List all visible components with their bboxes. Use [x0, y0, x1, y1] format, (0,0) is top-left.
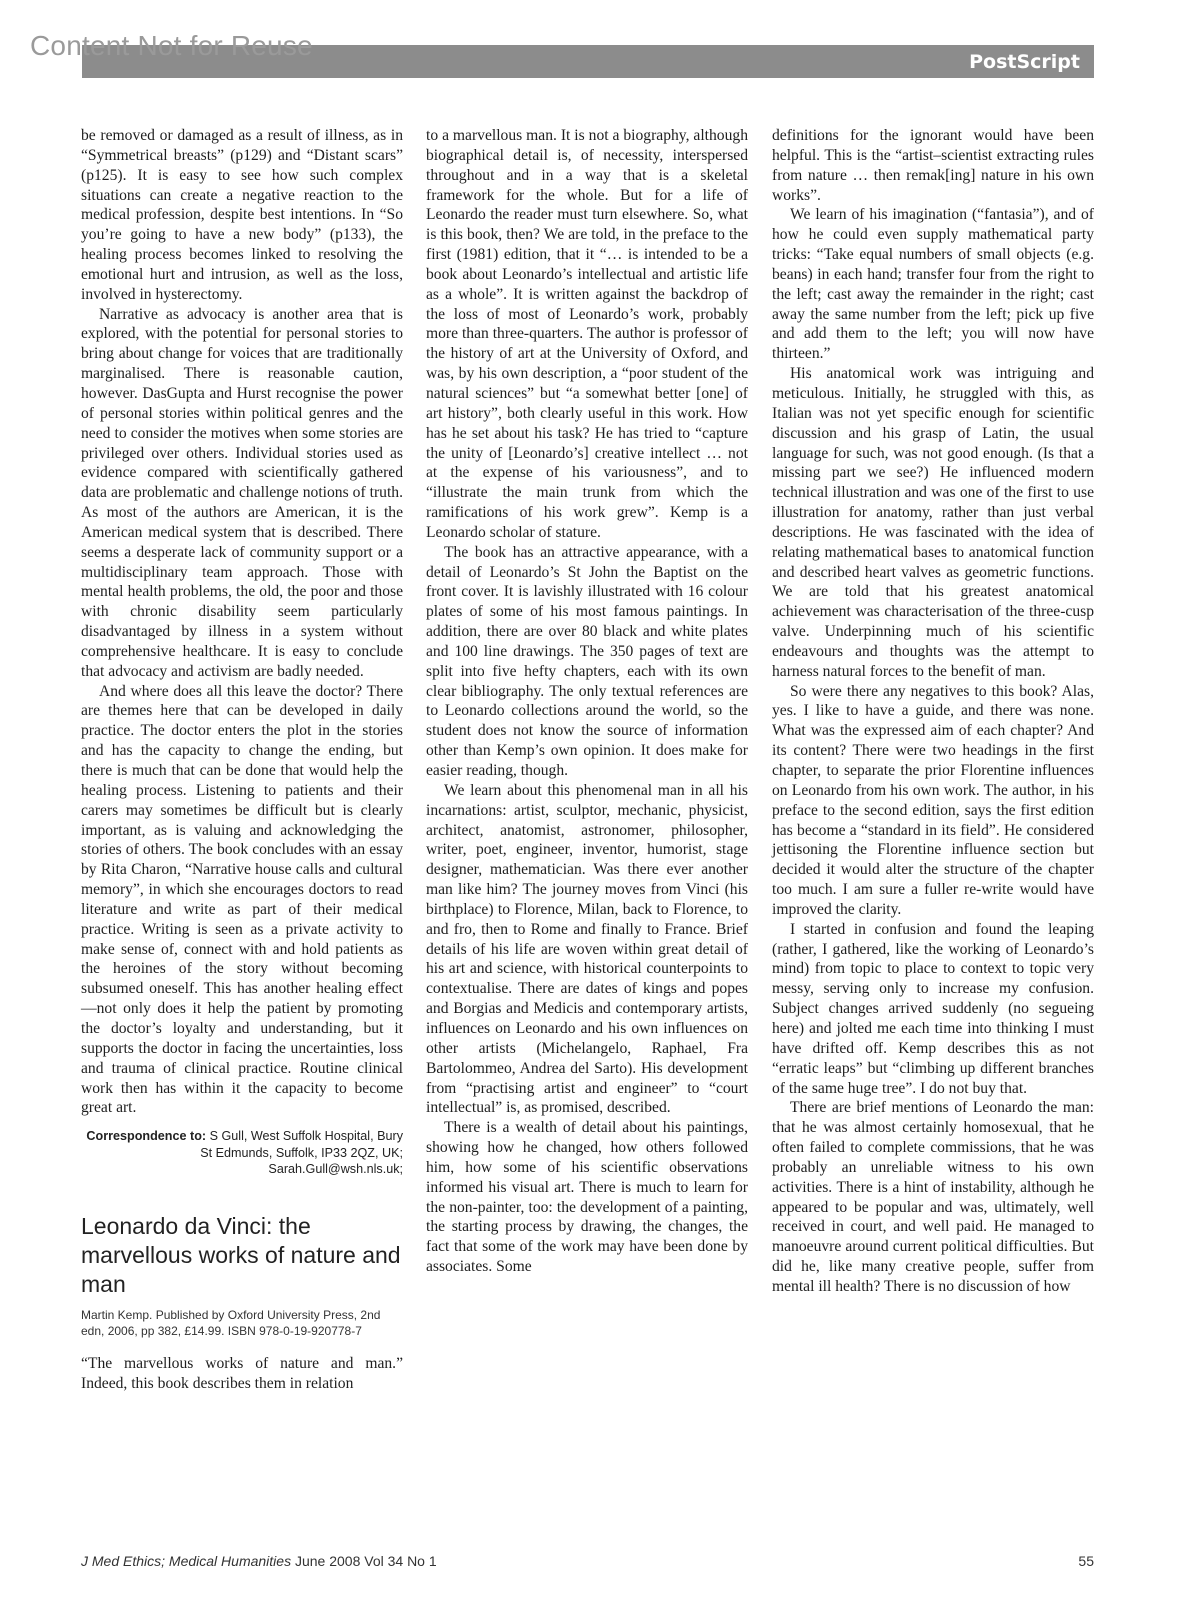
paragraph: “The marvellous works of nature and man.” Indeed, this book describes them in relation: [81, 1354, 403, 1392]
paragraph: to a marvellous man. It is not a biography, although biographical detail is, of necessity, interspersed throughout and in a way that is a skeletal framework for the whole. But for a life of Leonardo the reader must turn elsewhere. So, what is this book, then? We are told, in the preface to the first (1981) edition, that it “… is intended to be a book about Leonardo’s intellectual and artistic life as a whole”. It is written against the backdrop of the loss of most of Leonardo’s work, probably more than three-quarters. The author is professor of the history of art at the University of Oxford, and was, by his own description, a “poor student of the natural sciences” but “a somewhat better [one] of art history”, both clearly useful in this work. How has he set about his task? He has tried to “capture the unity of [Leonardo’s] creative intellect … not at the expense of his variousness”, and to “illustrate the main trunk from which the ramifications of his work grew”. Kemp is a Leonardo scholar of stature.: [426, 127, 748, 541]
correspondence: [81, 1128, 403, 1178]
review-title: Leonardo da Vinci: the marvellous works of nature and man: [81, 1212, 401, 1297]
paragraph: There are brief mentions of Leonardo the man: that he was almost certainly homosexual, that he often failed to complete commissions, that he was probably an unreliable witness to his own activities. There is a hint of instability, although he appeared to be popular and was, ultimately, well received in court, and well paid. He managed to manoeuvre around current political difficulties. But did he, like many creative people, suffer from mental ill health? There is no discussion of how: [772, 1099, 1094, 1295]
footer-journal: [81, 1553, 437, 1569]
book-citation: Martin Kemp. Published by Oxford University Press, 2nd edn, 2006, pp 382, £14.99. ISBN 978-0-19-920778-7: [81, 1307, 381, 1339]
paragraph: His anatomical work was intriguing and meticulous. Initially, he struggled with this, as Italian was not yet specific enough for scientific discussion and his grasp of Latin, the usual language for such, was not good enough. (Is that a missing part we see?) He influenced modern technical illustration and was one of the first to use illustration for anatomy, rather than just verbal descriptions. He was fascinated with the idea of relating mathematical bases to anatomical function and described heart valves as geometric functions. We are told that his greatest anatomical achievement was characterisation of the three-cusp valve. Underpinning much of his scientific endeavours and thoughts was the attempt to harness natural forces to the benefit of man.: [772, 365, 1094, 680]
paragraph: We learn of his imagination (“fantasia”), and of how he could even supply mathematical party tricks: “Take equal numbers of small objects (e.g. beans) in each hand; transfer four from the right to the left; cast away the remainder in the right; cast away the same number from the left; pick up five and add them to the left; you will now have thirteen.”: [772, 206, 1094, 363]
column-1: [81, 126, 403, 1393]
paragraph: And where does all this leave the doctor? There are themes here that can be developed in daily practice. The doctor enters the plot in the stories and has the capacity to change the ending, but there is much that can be done that would help the healing process. Listening to patients and their carers may sometimes be difficult but is clearly important, as is valuing and acknowledging the stories of others. The book concludes with an essay by Rita Charon, “Narrative house calls and cultural memory”, in which she encourages doctors to read literature and write as part of their medical practice. Writing is seen as a private activity to make sense of, connect with and hold patients as the heroines of the story without becoming subsumed oneself. This has another healing effect—not only does it help the patient by promoting the doctor’s loyalty and understanding, but it supports the doctor in facing the uncertainties, loss and trauma of clinical practice. Routine clinical work then has within it the capacity to become great art.: [81, 682, 403, 1117]
watermark: Content Not for Reuse: [30, 30, 313, 61]
journal-name: J Med Ethics; Medical Humanities: [81, 1553, 292, 1569]
paragraph: There is a wealth of detail about his paintings, showing how he changed, how others followed him, how some of his scientific observations informed his visual art. There is much to learn for the non-painter, too: the development of a painting, the starting process by drawing, the changes, the fact that some of the work may have been done by associates. Some: [426, 1119, 748, 1276]
page-number: 55: [1078, 1553, 1094, 1569]
column-3: [772, 126, 1094, 1297]
journal-issue: June 2008 Vol 34 No 1: [294, 1553, 437, 1569]
paragraph: be removed or damaged as a result of illness, as in “Symmetrical breasts” (p129) and “Distant scars” (p125). It is easy to see how such complex situations can create a negative reaction to the medical profession, despite best intentions. In “So you’re going to have a new body” (p133), the healing process becomes linked to resolving the emotional hurt and intrusion, as well as the loss, involved in hysterectomy.: [81, 127, 403, 303]
correspondence-text: S Gull, West Suffolk Hospital, Bury St Edmunds, Suffolk, IP33 2QZ, UK; Sarah.Gull@wsh.nls.uk;: [200, 1129, 403, 1177]
correspondence-label: Correspondence to:: [86, 1129, 207, 1144]
paragraph: The book has an attractive appearance, with a detail of Leonardo’s St John the Baptist on the front cover. It is lavishly illustrated with 16 colour plates of some of his most famous paintings. In addition, there are over 80 black and white plates and 100 line drawings. The 350 pages of text are split into five hefty chapters, each with its own clear bibliography. The only textual references are to Leonardo collections around the world, so the student does not know the source of information other than Kemp’s own opinion. It does make for easier reading, though.: [426, 543, 748, 779]
section-label: PostScript: [969, 51, 1080, 73]
paragraph: We learn about this phenomenal man in all his incarnations: artist, sculptor, mechanic, physicist, architect, anatomist, astronomer, philosopher, writer, poet, engineer, inventor, humorist, stage designer, mathematician. Was there ever another man like him? The journey moves from Vinci (his birthplace) to Florence, Milan, back to Florence, to and fro, then to Rome and finally to France. Brief details of his life are woven within great detail of his art and science, with historical counterpoints to contextualise. There are dates of kings and popes and Borgias and Medicis and contemporary artists, influences on Leonardo and his own influences on other artists (Michelangelo, Raphael, Fra Bartolommeo, Andrea del Sarto). His development from “practising artist and engineer” to “court intellectual” is, as promised, described.: [426, 781, 748, 1117]
paragraph: Narrative as advocacy is another area that is explored, with the potential for personal stories to bring about change for voices that are traditionally marginalised. There is reasonable caution, however. DasGupta and Hurst recognise the power of personal stories within political genres and the need to consider the motives when some stories are privileged over others. Individual stories used as evidence compared with scientifically gathered data are problematic and challenge notions of truth. As most of the authors are American, it is the American medical system that is described. There seems a desperate lack of community support or a multidisciplinary team approach. Those with mental health problems, the old, the poor and those with chronic disability seem particularly disadvantaged by illness in a system without comprehensive healthcare. It is easy to conclude that advocacy and activism are badly needed.: [81, 305, 403, 680]
paragraph: So were there any negatives to this book? Alas, yes. I like to have a guide, and there was none. What was the expressed aim of each chapter? And its content? There were two headings in the first chapter, to separate the prior Florentine influences on Leonardo from his own work. The author, in his preface to the second edition, says the first edition has become a “standard in its field”. He considered jettisoning the Florentine influence section but decided it would alter the structure of the chapter too much. I am sure a fuller re-write would have improved the clarity.: [772, 682, 1094, 918]
column-2: [426, 126, 748, 1277]
paragraph: I started in confusion and found the leaping (rather, I gathered, like the working of Leonardo’s mind) from topic to place to context to topic very messy, serving only to increase my confusion. Subject changes arrived suddenly (no segueing here) and jolted me each time into thinking I must have drifted off. Kemp describes this as not “erratic leaps” but “climbing up different branches of the same huge tree”. I do not buy that.: [772, 920, 1094, 1097]
paragraph: definitions for the ignorant would have been helpful. This is the “artist–scientist extracting rules from nature … then remak[ing] nature in his own works”.: [772, 127, 1094, 204]
